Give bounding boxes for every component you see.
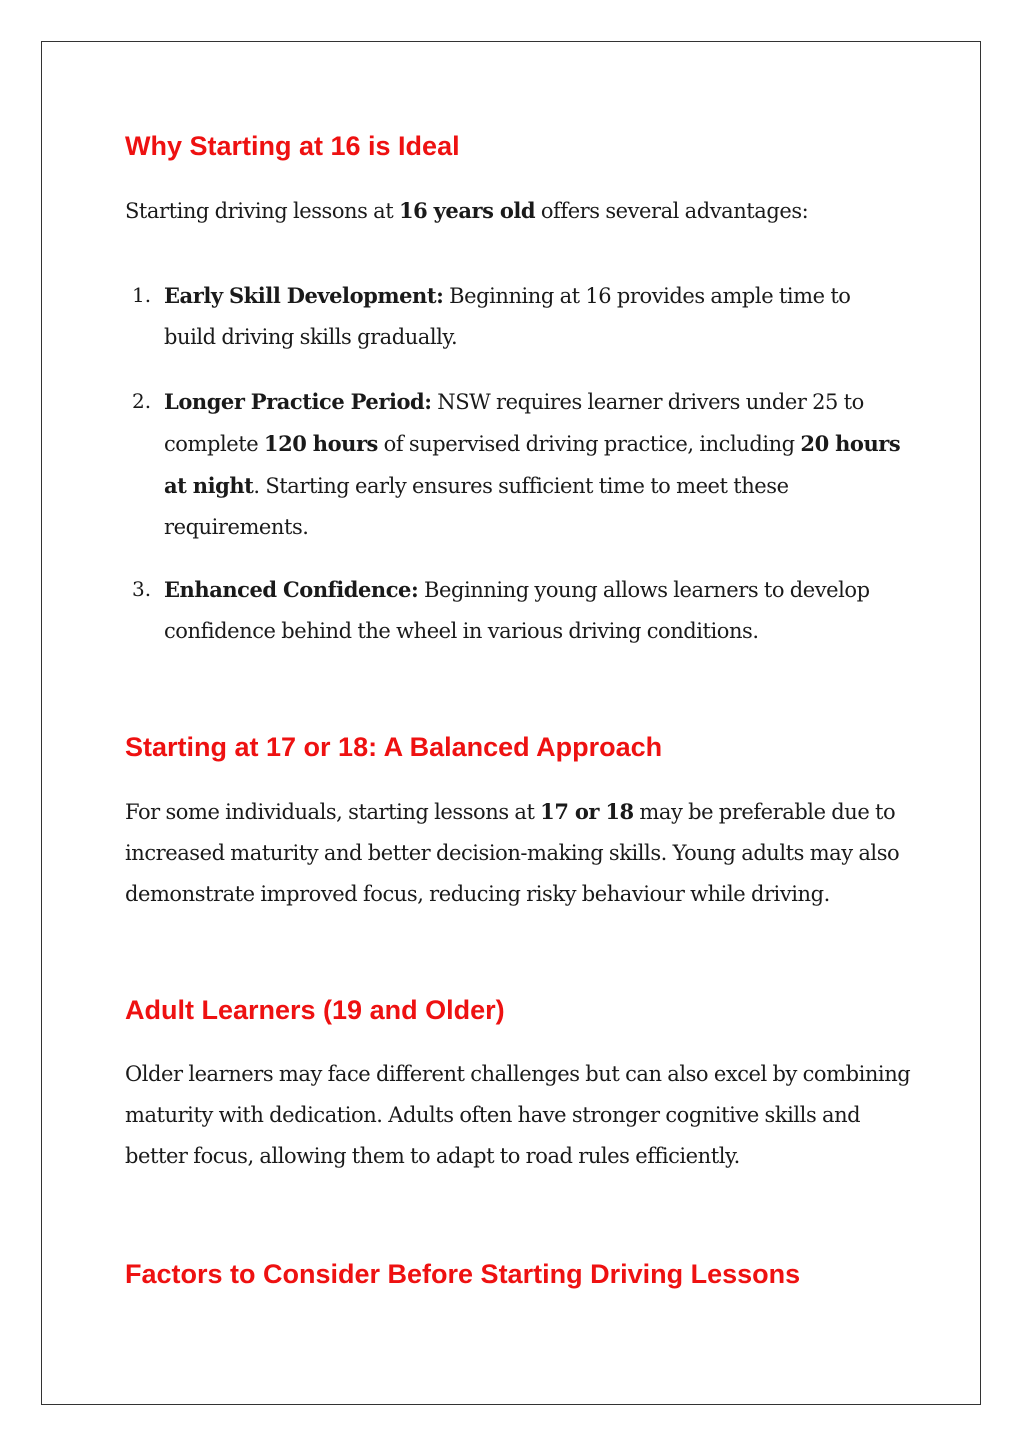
heading-adult-learners: Adult Learners (19 and Older) [125, 995, 505, 1025]
balanced-bold-age: 17 or 18 [540, 799, 634, 824]
list-item-text: Beginning young allows learners to develop confidence behind the wheel in various driving conditions. [164, 578, 870, 643]
intro-text-before: Starting driving lessons at [125, 199, 399, 223]
list-item-number: 3. [132, 577, 152, 601]
intro-paragraph [125, 190, 915, 232]
list-item-body [164, 381, 904, 548]
heading-factors: Factors to Consider Before Starting Driving Lessons [125, 1259, 801, 1289]
balanced-paragraph [125, 791, 915, 915]
list-item-text: NSW requires learner drivers under 25 to complete [164, 390, 864, 456]
list-item-number: 2. [132, 389, 152, 413]
heading-balanced-approach: Starting at 17 or 18: A Balanced Approach [125, 732, 663, 762]
list-item-body [164, 275, 904, 358]
list-item-text: . Starting early ensures sufficient time to meet these requirements. [164, 474, 789, 539]
heading-why-16-ideal: Why Starting at 16 is Ideal [125, 131, 460, 161]
night-hours-bold: 20 hours at night [164, 431, 901, 498]
intro-text-after: offers several advantages: [535, 199, 809, 223]
intro-bold-age: 16 years old [398, 198, 536, 223]
adult-paragraph: Older learners may face different challenges but can also excel by combining maturity with dedication. Adults often have stronger cognitive skills and better focus, allowing them to adapt to road rules efficiently. [125, 1062, 911, 1168]
balanced-text-after: may be preferable due to increased maturity and better decision-making skills. Young adults may also demonstrate improved focus, reducing risky behaviour while driving. [125, 800, 900, 906]
list-item-number: 1. [132, 283, 152, 307]
list-item-text: Beginning at 16 provides ample time to build driving skills gradually. [164, 284, 851, 349]
list-item-title: Enhanced Confidence: [164, 577, 419, 602]
balanced-text-before: For some individuals, starting lessons at [125, 800, 541, 824]
list-item-text: of supervised driving practice, including [377, 432, 801, 456]
list-item-title: Longer Practice Period: [164, 389, 432, 414]
hours-total-bold: 120 hours [263, 431, 378, 456]
list-item-body [164, 569, 904, 652]
list-item-title: Early Skill Development: [164, 283, 444, 308]
page-frame [41, 41, 981, 1405]
